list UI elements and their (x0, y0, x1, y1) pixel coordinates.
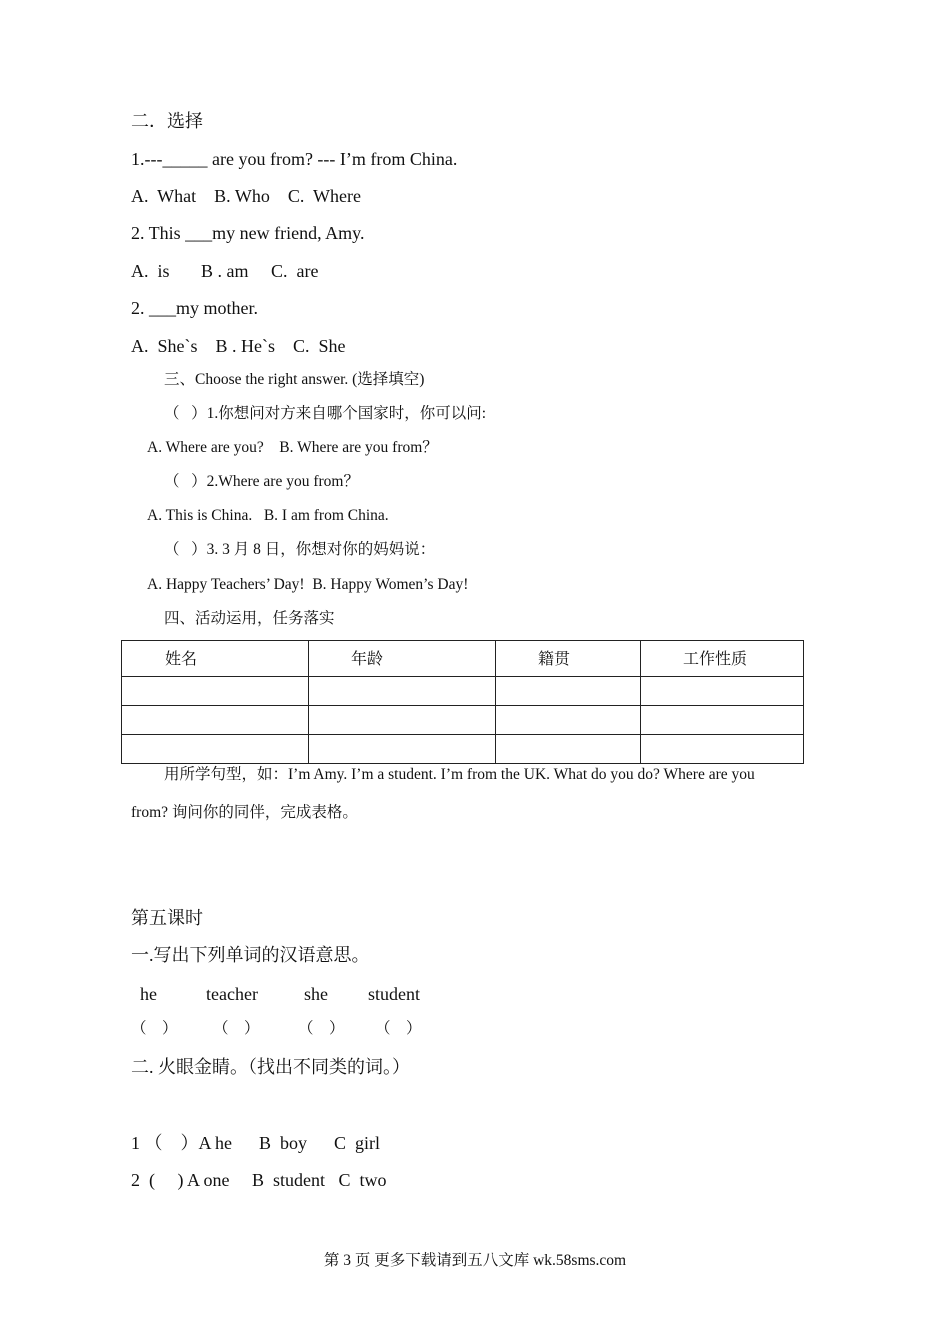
table-header-row (122, 641, 804, 677)
choice-question-1: （ ）1.你想问对方来自哪个国家时，你可以问: (164, 405, 487, 422)
question-3-options: A. She`s B . He`s C. She (131, 336, 346, 356)
answer-blank[interactable]: （ ） (375, 1020, 422, 1037)
table-cell[interactable] (309, 735, 496, 764)
question-2: 2. This ___my new friend, Amy. (131, 223, 365, 243)
question-2-options: A. is B . am C. are (131, 261, 319, 281)
choice-question-2: （ ）2.Where are you from？ (164, 473, 359, 490)
header-occupation: 工作性质 (683, 651, 748, 668)
answer-blank[interactable]: （ ） (298, 1020, 345, 1037)
table-cell[interactable] (496, 706, 641, 735)
question-3: 2. ___my mother. (131, 298, 258, 318)
table-cell[interactable] (641, 706, 804, 735)
word-student: student (368, 984, 420, 1004)
header-age: 年龄 (351, 651, 384, 668)
table-row (122, 735, 804, 764)
section-2-heading: 二．选择 (131, 111, 203, 131)
table-row (122, 677, 804, 706)
choice-question-3: （ ）3. 3 月 8 日，你想对你的妈妈说： (164, 541, 436, 558)
table-cell[interactable] (309, 677, 496, 706)
section-3-heading: 三、Choose the right answer. (选择填空) (164, 371, 425, 388)
question-1-options: A. What B. Who C. Where (131, 186, 361, 206)
table-cell[interactable] (122, 677, 309, 706)
header-name: 姓名 (165, 651, 198, 668)
header-hometown: 籍贯 (538, 651, 571, 668)
table-cell[interactable] (641, 677, 804, 706)
question-1: 1.---_____ are you from? --- I’m from China. (131, 149, 458, 169)
word-he: he (140, 984, 157, 1004)
answer-blank[interactable]: （ ） (131, 1020, 178, 1037)
word-teacher: teacher (206, 984, 258, 1004)
lesson-5-part-1-heading: 一.写出下列单词的汉语意思。 (131, 945, 370, 965)
survey-table (121, 640, 804, 764)
odd-one-out-question-1: 1 （ ）A he B boy C girl (131, 1133, 381, 1153)
table-cell[interactable] (309, 706, 496, 735)
section-4-heading: 四、活动运用，任务落实 (164, 610, 335, 627)
table-cell[interactable] (122, 706, 309, 735)
table-cell[interactable] (122, 735, 309, 764)
page-footer: 第 3 页 更多下载请到五八文库 wk.58sms.com (323, 1252, 627, 1269)
instruction-line-1: 用所学句型，如：I’m Amy. I’m a student. I’m from the UK. What do you do? Where are you (164, 766, 755, 783)
odd-one-out-question-2: 2 ( ) A one B student C two (131, 1170, 387, 1190)
choice-question-2-options: A. This is China. B. I am from China. (147, 507, 389, 524)
table-cell[interactable] (641, 735, 804, 764)
answer-blank[interactable]: （ ） (213, 1020, 260, 1037)
choice-question-3-options: A. Happy Teachers’ Day! B. Happy Women’s Day! (147, 576, 469, 593)
lesson-5-title: 第五课时 (131, 908, 203, 928)
choice-question-1-options: A. Where are you? B. Where are you from？ (147, 439, 438, 456)
instruction-line-2: from? 询问你的同伴，完成表格。 (131, 804, 358, 821)
table-cell[interactable] (496, 677, 641, 706)
lesson-5-part-2-heading: 二. 火眼金睛。（找出不同类的词。） (131, 1057, 410, 1077)
table-cell[interactable] (496, 735, 641, 764)
table-row (122, 706, 804, 735)
word-she: she (304, 984, 328, 1004)
